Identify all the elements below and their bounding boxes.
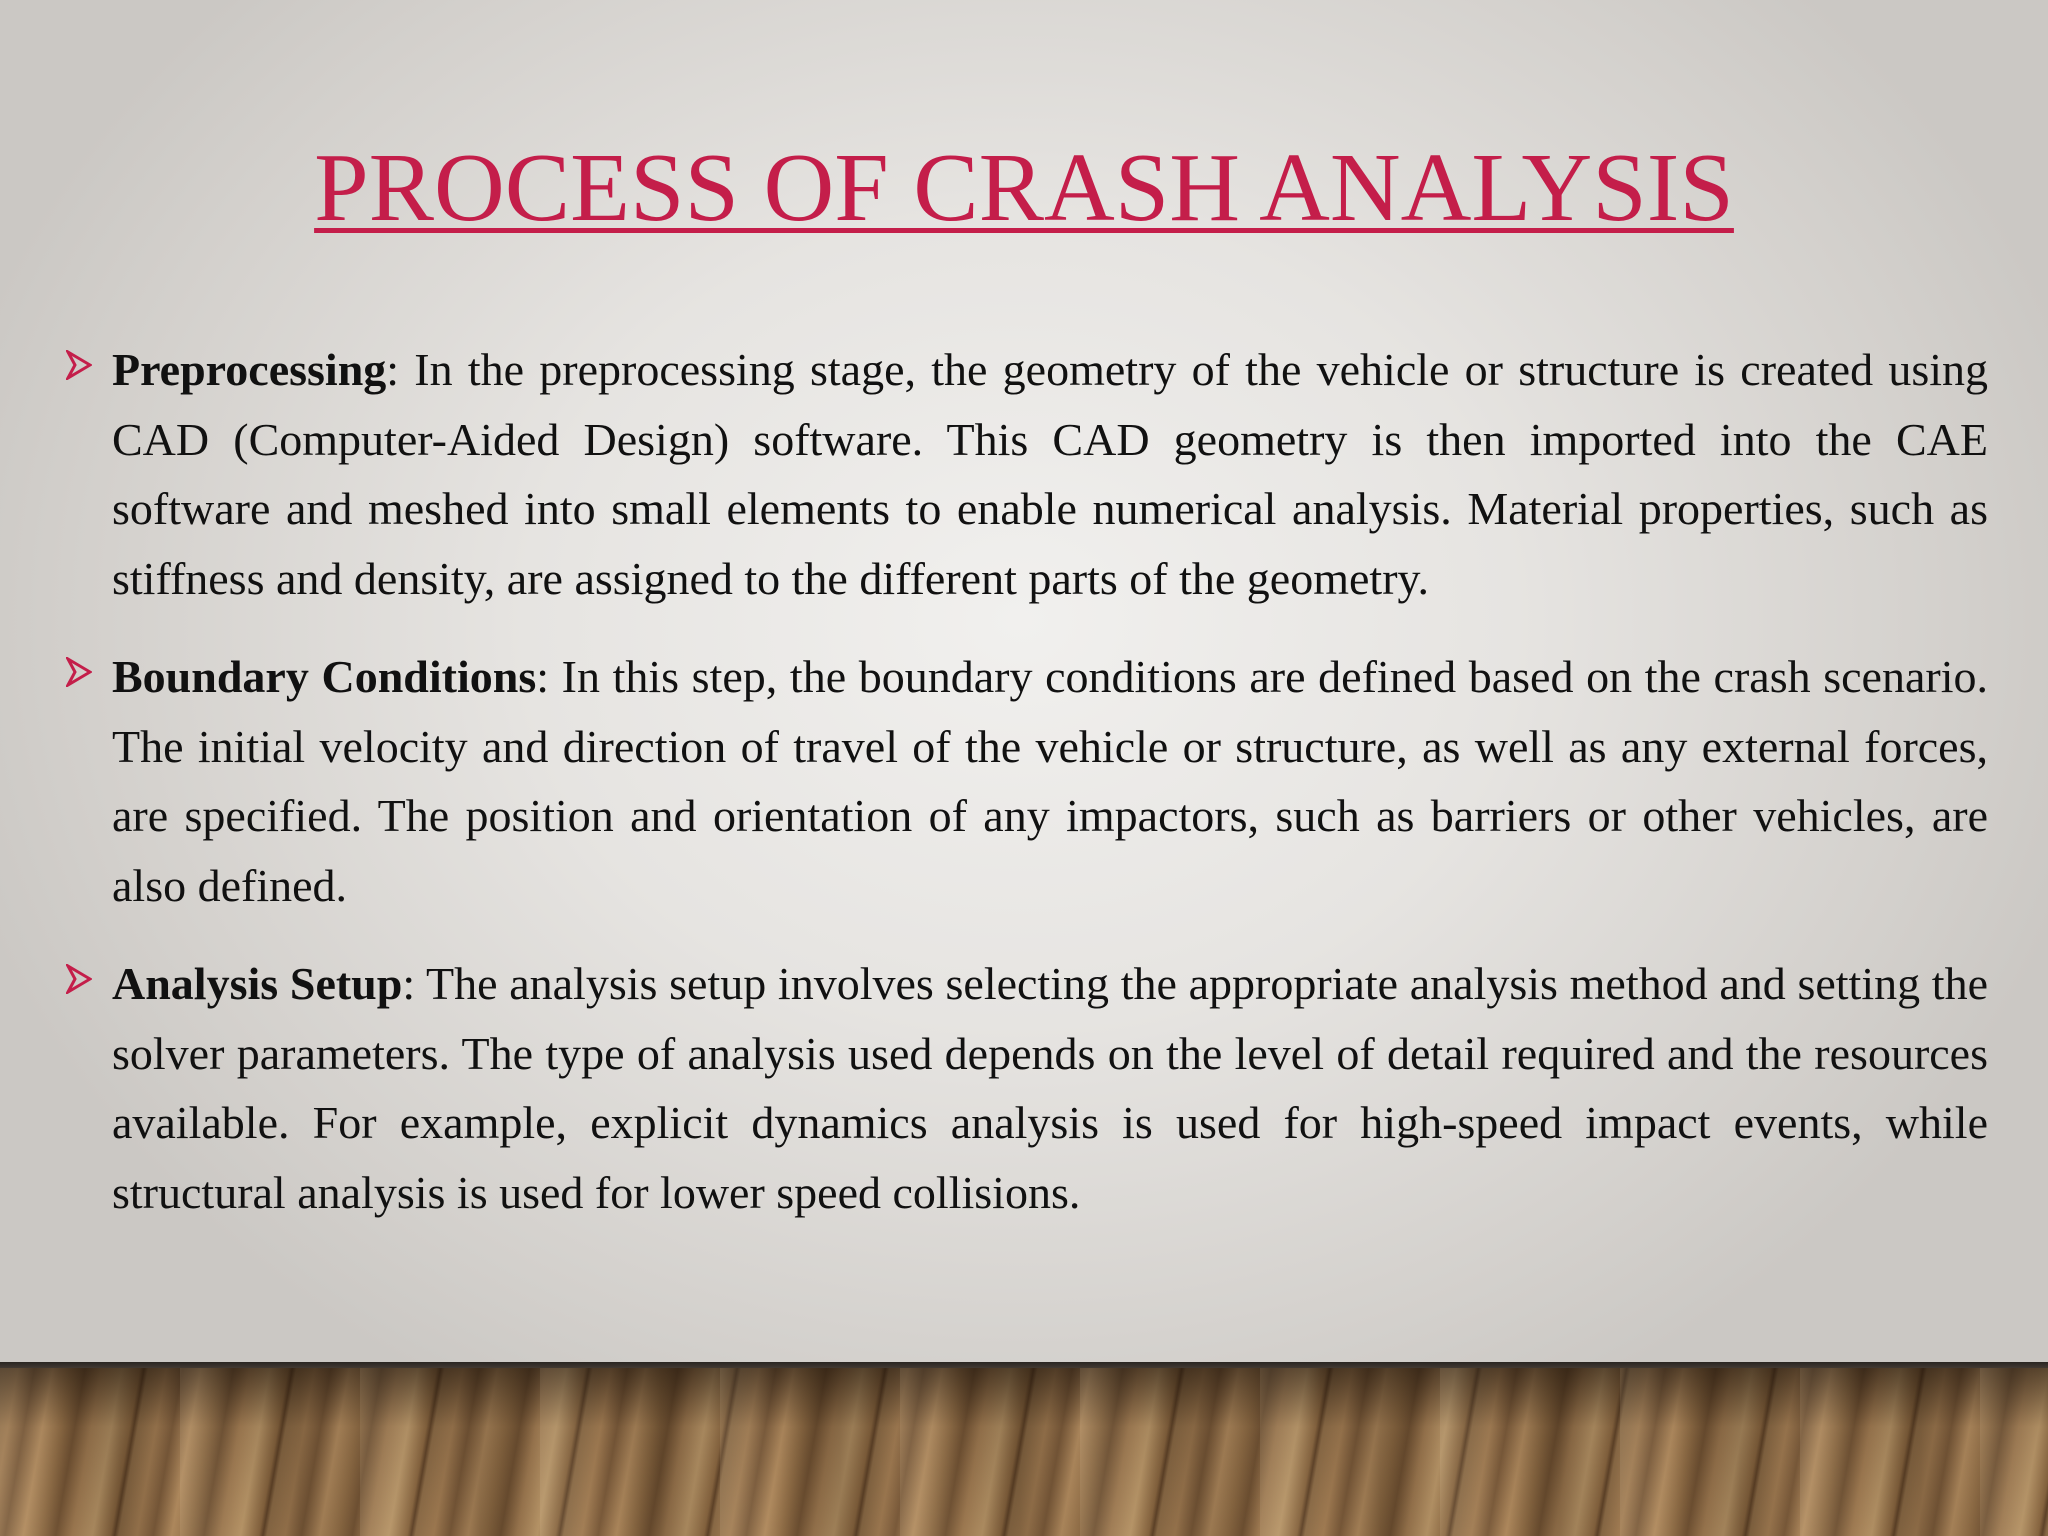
bullet-list <box>62 335 1988 1256</box>
slide-title: PROCESS OF CRASH ANALYSIS <box>314 134 1734 242</box>
bullet-separator: : <box>536 651 550 702</box>
bullet-body: The analysis setup involves selecting the appropriate analysis method and setting the solver parameters. The type of analysis used depends on the level of detail required and the resources available. For example, explicit dynamics analysis is used for high-speed impact events, while structural analysis is used for lower speed collisions. <box>112 958 1988 1218</box>
bullet-text <box>112 949 1988 1227</box>
arrowhead-bullet-icon <box>66 964 92 994</box>
bullet-item-analysis-setup <box>62 949 1988 1227</box>
bullet-item-preprocessing <box>62 335 1988 613</box>
bullet-body: In the preprocessing stage, the geometry of the vehicle or structure is created using CAD (Computer-Aided Design) software. This CAD geometry is then imported into the CAE software and meshed into small elements to enable numerical analysis. Material properties, such as stiffness and density, are assigned to the different parts of the geometry. <box>112 344 1988 604</box>
wood-floor-shading <box>0 1368 2048 1536</box>
bullet-term: Preprocessing <box>112 344 387 395</box>
bullet-item-boundary-conditions <box>62 642 1988 920</box>
bullet-text <box>112 335 1988 613</box>
bullet-body: In this step, the boundary conditions are defined based on the crash scenario. The initial velocity and direction of travel of the vehicle or structure, as well as any external forces, are specified. The position and orientation of any impactors, such as barriers or other vehicles, are also defined. <box>112 651 1988 911</box>
arrowhead-bullet-icon <box>66 350 92 380</box>
bullet-separator: : <box>386 344 400 395</box>
bullet-term: Boundary Conditions <box>112 651 537 702</box>
bullet-text <box>112 642 1988 920</box>
bullet-term: Analysis Setup <box>112 958 403 1009</box>
bullet-separator: : <box>402 958 416 1009</box>
arrowhead-bullet-icon <box>66 657 92 687</box>
